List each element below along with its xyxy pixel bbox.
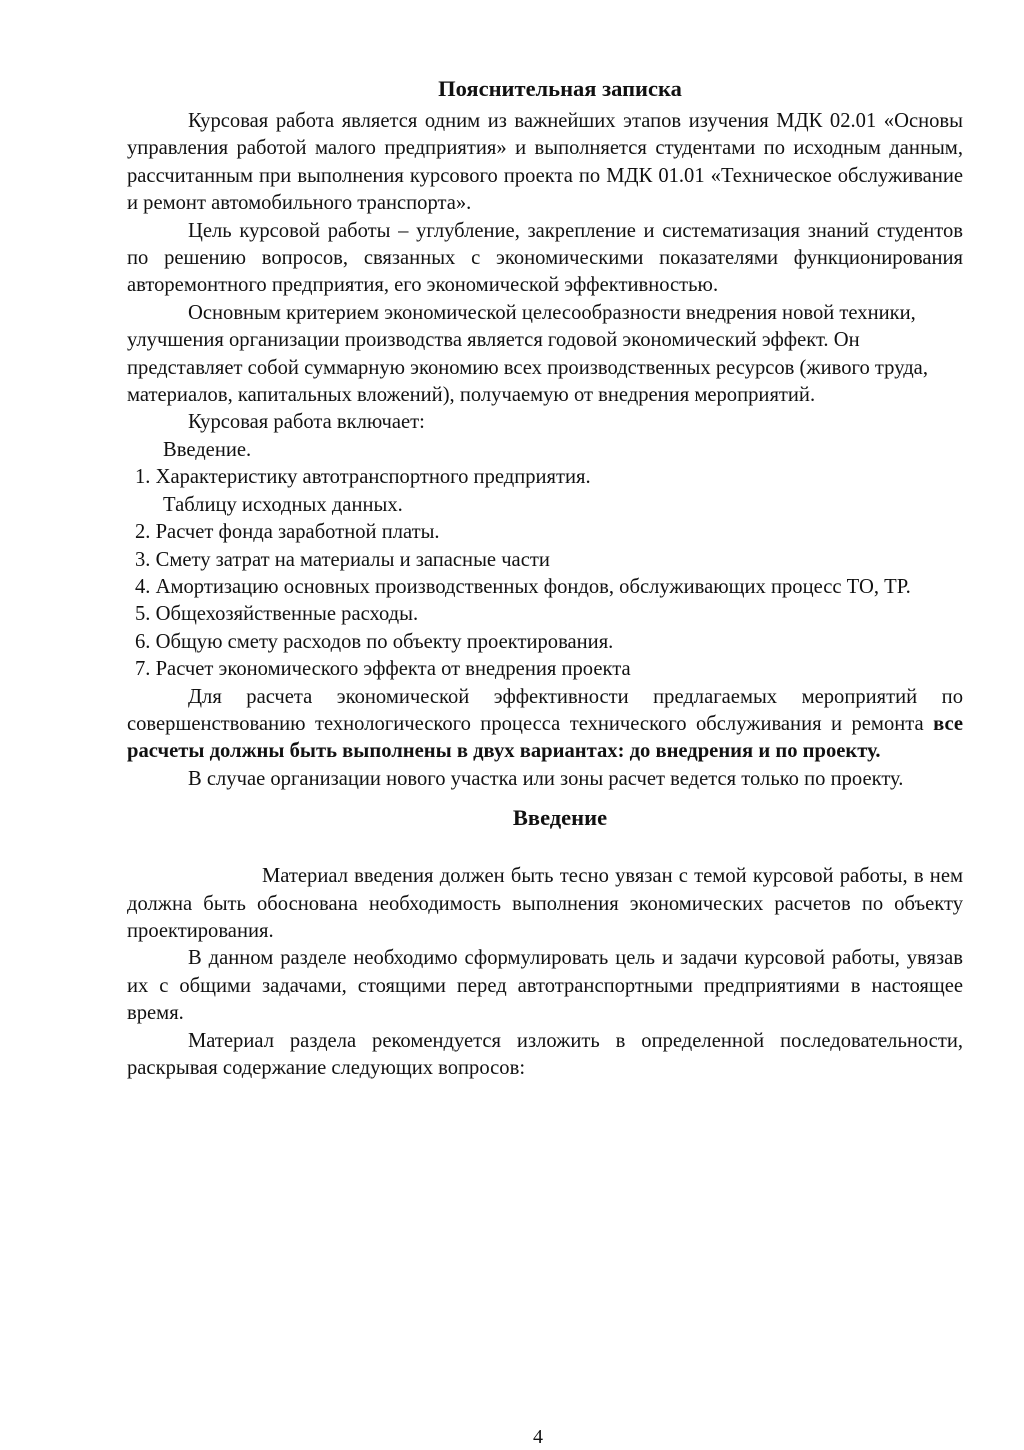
- calculation-note-bold: все расчеты должны быть выполнены в двух вариантах: до внедрения и по проекту.: [127, 712, 963, 763]
- list-item: 3. Смету затрат на материалы и запасные части: [135, 548, 550, 571]
- contents-list: [127, 437, 963, 684]
- calculation-note-text: Для расчета экономической эффективности предлагаемых мероприятий по совершенствованию технологического процесса технического обслуживания и ремонта: [127, 685, 963, 735]
- list-item: 6. Общую смету расходов по объекту проектирования.: [135, 630, 614, 653]
- paragraph-new-site: В случае организации нового участка или зоны расчет ведется только по проекту.: [188, 767, 904, 790]
- paragraph-goal: Цель курсовой работы – углубление, закрепление и систематизация знаний студентов по решению вопросов, связанных с экономическими показателями функционирования авторемонтного предприятия, его экономической эффективностью.: [127, 219, 963, 297]
- document-page: [127, 74, 963, 1082]
- list-item: 1. Характеристику автотранспортного предприятия.: [135, 466, 591, 489]
- paragraph-criterion: Основным критерием экономической целесообразности внедрения новой техники, улучшения организации производства является годовой экономический эффект. Он представляет собой суммарную экономию всех производственных ресурсов (живого труда, материалов, капитальных вложений), получаемую от внедрения мероприятий.: [127, 301, 928, 407]
- page-number: 4: [533, 1426, 543, 1448]
- list-item: 4. Амортизацию основных производственных фондов, обслуживающих процесс ТО, ТР.: [135, 575, 911, 598]
- list-item: Таблицу исходных данных.: [163, 493, 403, 516]
- paragraph-calculation-note: [127, 684, 963, 766]
- paragraph-intro-sequence: Материал раздела рекомендуется изложить в определенной последовательности, раскрывая содержание следующих вопросов:: [127, 1029, 963, 1079]
- paragraph-includes: Курсовая работа включает:: [188, 411, 425, 434]
- list-item: Введение.: [163, 438, 252, 461]
- paragraph-intro-material: Материал введения должен быть тесно увязан с темой курсовой работы, в нем должна быть обоснована необходимость выполнения экономических расчетов по объекту проектирования.: [127, 865, 963, 942]
- list-item: 5. Общехозяйственные расходы.: [135, 603, 419, 626]
- document-title: Пояснительная записка: [438, 76, 682, 101]
- section-heading: Введение: [512, 805, 608, 831]
- paragraph-purpose: Курсовая работа является одним из важнейших этапов изучения МДК 02.01 «Основы управления работой малого предприятия» и выполняется студентами по исходным данным, рассчитанным при выполнения курсового проекта по МДК 01.01 «Техническое обслуживание и ремонт автомобильного транспорта».: [127, 110, 963, 215]
- paragraph-intro-goals: В данном разделе необходимо сформулировать цель и задачи курсовой работы, увязав их с общими задачами, стоящими перед автотранспортными предприятиями в настоящее время.: [127, 947, 963, 1025]
- list-item: 7. Расчет экономического эффекта от внедрения проекта: [135, 658, 631, 681]
- list-item: 2. Расчет фонда заработной платы.: [135, 521, 440, 544]
